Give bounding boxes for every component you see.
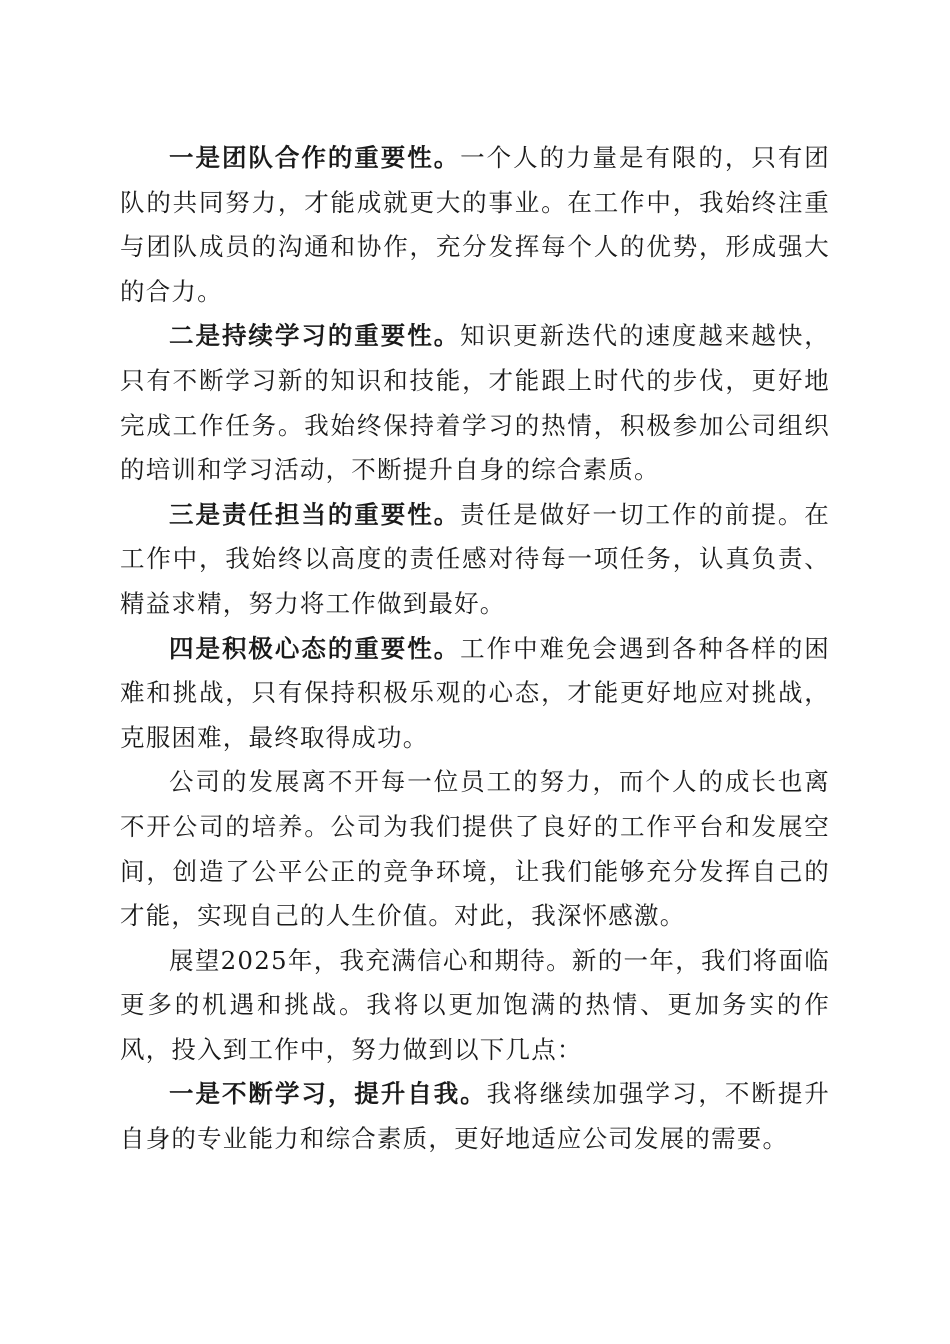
paragraph-text: 责任是做好一切工作的前提。在工作中，我始终以高度的责任感对待每一项任务，认真负责、精益求精，努力将工作做到最好。 [120, 499, 830, 618]
paragraph-positive-attitude [120, 627, 830, 761]
paragraph-heading: 四是积极心态的重要性。 [169, 633, 461, 663]
paragraph-heading: 二是持续学习的重要性。 [169, 321, 461, 351]
paragraph-keep-learning [120, 1072, 830, 1161]
paragraph-teamwork [120, 136, 830, 314]
document-body [120, 136, 830, 1162]
paragraph-text: 展望2025年，我充满信心和期待。新的一年，我们将面临更多的机遇和挑战。我将以更加饱满的热情、更加务实的作风，投入到工作中，努力做到以下几点： [120, 945, 830, 1064]
paragraph-text: 工作中难免会遇到各种各样的困难和挑战，只有保持积极乐观的心态，才能更好地应对挑战，克服困难，最终取得成功。 [120, 633, 830, 752]
paragraph-responsibility [120, 493, 830, 627]
paragraph-continuous-learning [120, 314, 830, 492]
paragraph-outlook-2025 [120, 939, 830, 1073]
paragraph-gratitude [120, 760, 830, 938]
paragraph-heading: 一是团队合作的重要性。 [169, 143, 461, 172]
paragraph-text: 我将继续加强学习，不断提升自身的专业能力和综合素质，更好地适应公司发展的需要。 [120, 1079, 830, 1154]
paragraph-text: 一个人的力量是有限的，只有团队的共同努力，才能成就更大的事业。在工作中，我始终注重与团队成员的沟通和协作，充分发挥每个人的优势，形成强大的合力。 [120, 143, 830, 306]
paragraph-text: 知识更新迭代的速度越来越快，只有不断学习新的知识和技能，才能跟上时代的步伐，更好地完成工作任务。我始终保持着学习的热情，积极参加公司组织的培训和学习活动，不断提升自身的综合素质。 [120, 321, 830, 485]
paragraph-heading: 一是不断学习，提升自我。 [169, 1079, 487, 1109]
paragraph-heading: 三是责任担当的重要性。 [169, 499, 461, 529]
paragraph-text: 公司的发展离不开每一位员工的努力，而个人的成长也离不开公司的培养。公司为我们提供了良好的工作平台和发展空间，创造了公平公正的竞争环境，让我们能够充分发挥自己的才能，实现自己的人生价值。对此，我深怀感激。 [120, 767, 830, 931]
